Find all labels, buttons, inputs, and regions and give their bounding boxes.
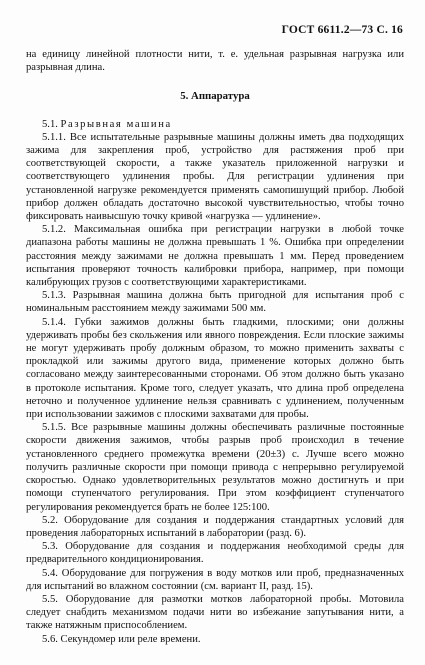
section-title: 5. Аппаратура [180,90,250,103]
subsection-number: 5.1. [42,118,58,130]
page-header: ГОСТ 6611.2—73 С. 16 [281,24,403,36]
subsection-title: Разрывная машина [60,118,172,130]
document-body [26,48,404,646]
paragraph-5-4: 5.4. Оборудование для погружения в воду мотков или проб, предназначенных для испытаний во влажном состоянии (см. вариант II, разд. 15). [26,567,404,592]
paragraph-5-2: 5.2. Оборудование для создания и поддержания стандартных условий для проведения лабораторных испытаний в лаборатории (разд. 6). [26,514,404,539]
paragraph-5-6: 5.6. Секундомер или реле времени. [42,633,201,645]
paragraph-5-5: 5.5. Оборудование для размотки мотков лабораторной пробы. Мотовила следует снабдить механизмом подачи нити во избежание запутывания нити, а также натяжным приспособлением. [26,593,404,632]
paragraph-5-1-1: 5.1.1. Все испытательные разрывные машины должны иметь два подходящих зажима для закрепления проб, устройство для растяжения проб при соответствующей скорости, а также указатель приложенной нагрузки и соответствующего удлинения пробы. Для регистрации удлинения при установленной нагрузке рекомендуется применять самопишущий прибор. Любой прибор должен обладать достаточно высокой чувствительностью, чтобы точно фиксировать наивысшую точку кривой «нагрузка — удлинение». [26,131,404,223]
subsection-heading-5-1 [26,118,404,131]
paragraph-5-1-4: 5.1.4. Губки зажимов должны быть гладкими, плоскими; они должны удерживать пробы без скольжения или явного повреждения. Если плоские зажимы не могут удерживать пробу должным образом, то можно применить захваты с прокладкой или зажимы другого вида, применение которых должно быть согласовано между заинтересованными сторонами. Об этом должно быть указано в протоколе испытания. Кроме того, следует указать, что длина проб определена неточно и полученное удлинение нельзя сравнивать с удлинением, полученным при использовании зажимов с плоскими захватами для пробы. [26,316,404,421]
paragraph-5-1-3: 5.1.3. Разрывная машина должна быть пригодной для испытания проб с номинальным расстоянием между зажимами 500 мм. [26,290,404,315]
paragraph-5-1-2: 5.1.2. Максимальная ошибка при регистрации нагрузки в любой точке диапазона работы машины не должна превышать 1 %. Ошибка при определении расстояния между зажимами не должна превышать 1 мм. Перед проведением испытания проверяют точность калибровки прибора, например, при помощи калибрующих грузов с соответствующими характеристиками. [26,224,404,289]
paragraph-5-3: 5.3. Оборудование для создания и поддержания необходимой среды для предварительного кондиционирования. [26,541,404,566]
paragraph-5-1-5: 5.1.5. Все разрывные машины должны обеспечивать различные постоянные скорости движения зажимов, чтобы разрыв проб происходил в течение установленного среднего промежутка времени (20±3) с. Лучше всего можно получить различные скорости при помощи привода с непрерывно регулируемой скоростью. Однако удовлетворительных результатов можно достигнуть и при помощи ступенчатого регулирования. При этом коэффициент ступенчатого регулирования рекомендуется брать не более 125:100. [26,422,404,513]
intro-paragraph: на единицу линейной плотности нити, т. е. удельная разрывная нагрузка или разрывная длина. [26,49,404,74]
